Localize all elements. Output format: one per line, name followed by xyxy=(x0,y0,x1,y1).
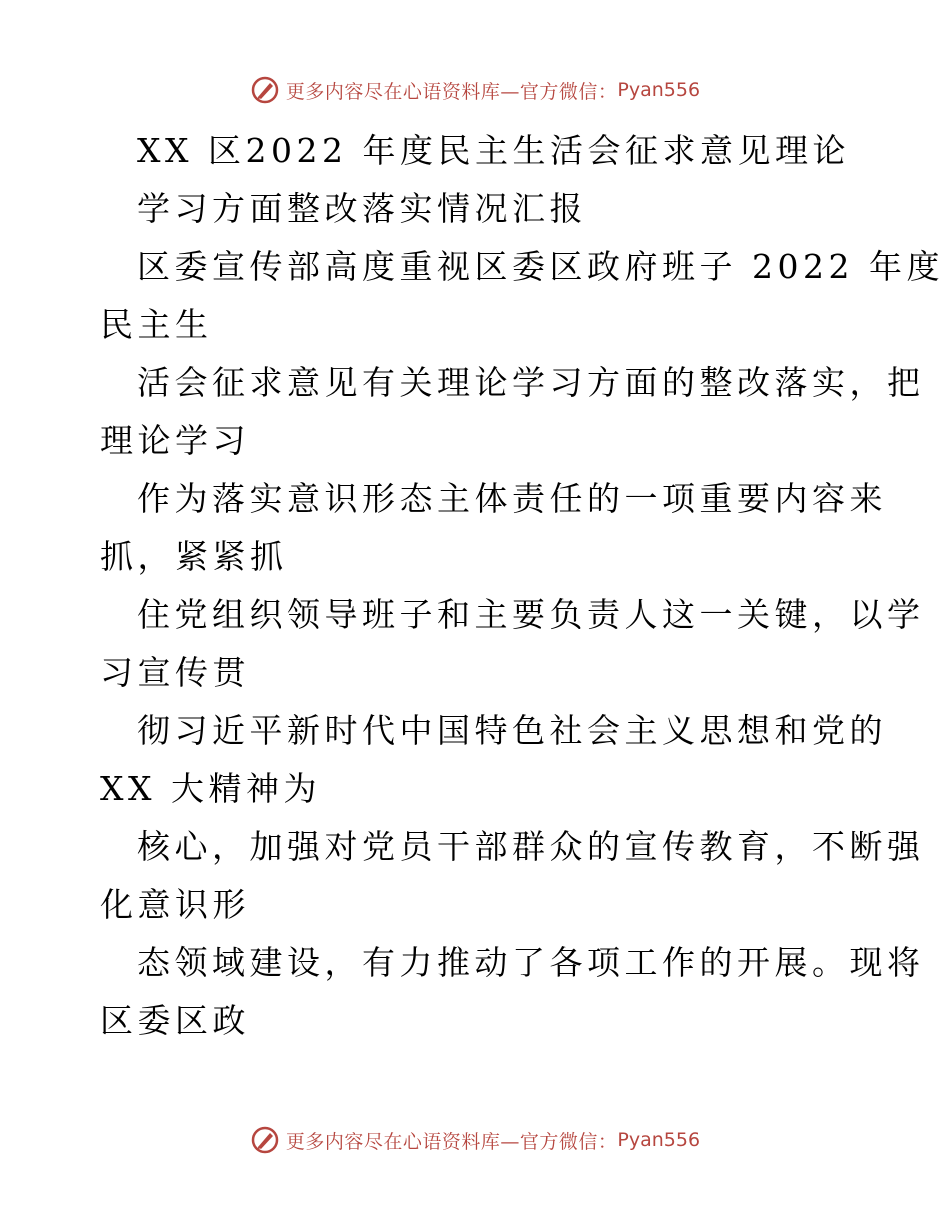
text-line: 态领域建设，有力推动了各项工作的开展。现将 xyxy=(137,943,925,982)
text-line: XX 大精神为 xyxy=(100,769,321,808)
text-line: XX 区2022 年度民主生活会征求意见理论 xyxy=(137,131,850,170)
watermark-text: 更多内容尽在心语资料库—官方微信： xyxy=(285,80,618,103)
pen-logo-icon xyxy=(250,1125,280,1155)
document-body xyxy=(100,122,944,1050)
text-line: 核心，加强对党员干部群众的宣传教育，不断强 xyxy=(137,827,925,866)
text-line: 作为落实意识形态主体责任的一项重要内容来 xyxy=(137,479,887,518)
footer-watermark xyxy=(0,1120,950,1160)
watermark-wechat-id: Pyan556 xyxy=(617,79,701,101)
text-line: 化意识形 xyxy=(100,885,250,924)
text-line: 理论学习 xyxy=(100,421,250,460)
text-line: 学习方面整改落实情况汇报 xyxy=(137,189,587,228)
watermark-text: 更多内容尽在心语资料库—官方微信： xyxy=(285,1130,618,1153)
text-line: 住党组织领导班子和主要负责人这一关键，以学 xyxy=(137,595,925,634)
pen-logo-icon xyxy=(250,75,280,105)
text-line: 活会征求意见有关理论学习方面的整改落实，把 xyxy=(137,363,925,402)
text-line: 抓，紧紧抓 xyxy=(100,537,288,576)
text-line: 彻习近平新时代中国特色社会主义思想和党的 xyxy=(137,711,887,750)
watermark-wechat-id: Pyan556 xyxy=(617,1129,701,1151)
header-watermark xyxy=(0,70,950,110)
text-line: 习宣传贯 xyxy=(100,653,250,692)
text-line: 民主生 xyxy=(100,305,213,344)
text-line: 区委宣传部高度重视区委区政府班子 2022 年度 xyxy=(137,247,944,286)
text-line: 区委区政 xyxy=(100,1001,250,1040)
